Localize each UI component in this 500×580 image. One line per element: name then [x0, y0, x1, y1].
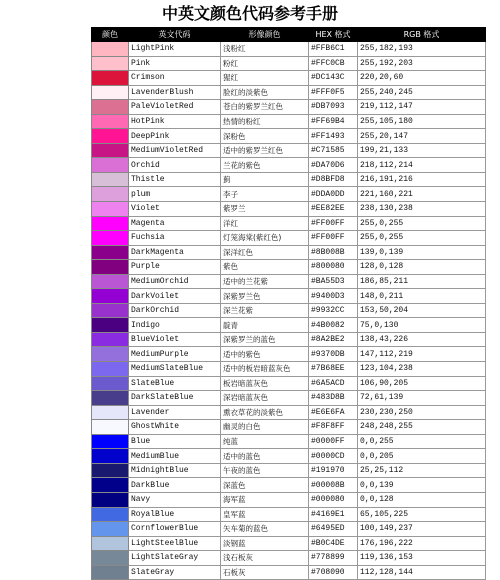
english-code-cell: Purple	[129, 260, 221, 275]
hex-cell: #9370DB	[309, 347, 358, 362]
rgb-cell: 255,0,255	[358, 231, 486, 246]
english-code-cell: MediumOrchid	[129, 274, 221, 289]
rgb-cell: 176,196,222	[358, 536, 486, 551]
table-row	[92, 391, 486, 406]
table-row	[92, 42, 486, 57]
table-row	[92, 347, 486, 362]
rgb-cell: 0,0,139	[358, 478, 486, 493]
english-code-cell: Thistle	[129, 172, 221, 187]
english-code-cell: DarkVoilet	[129, 289, 221, 304]
english-code-cell: Fuchsia	[129, 231, 221, 246]
hex-cell: #800080	[309, 260, 358, 275]
hex-cell: #BA55D3	[309, 274, 358, 289]
chinese-name-cell: 深洋红色	[221, 245, 309, 260]
english-code-cell: BlueViolet	[129, 332, 221, 347]
hex-cell: #778899	[309, 551, 358, 566]
table-row	[92, 478, 486, 493]
chinese-name-cell: 靛青	[221, 318, 309, 333]
chinese-name-cell: 皇军蓝	[221, 507, 309, 522]
hex-cell: #C71585	[309, 143, 358, 158]
color-swatch	[92, 463, 129, 478]
hex-cell: #FFC0CB	[309, 56, 358, 71]
chinese-name-cell: 蓟	[221, 172, 309, 187]
table-row	[92, 507, 486, 522]
table-row	[92, 434, 486, 449]
hex-cell: #4B0082	[309, 318, 358, 333]
color-swatch	[92, 245, 129, 260]
table-row	[92, 216, 486, 231]
chinese-name-cell: 板岩暗蓝灰色	[221, 376, 309, 391]
chinese-name-cell: 深岩暗蓝灰色	[221, 391, 309, 406]
hex-cell: #8B008B	[309, 245, 358, 260]
rgb-cell: 186,85,211	[358, 274, 486, 289]
hex-cell: #DDA0DD	[309, 187, 358, 202]
english-code-cell: HotPink	[129, 114, 221, 129]
hex-cell: #FFF0F5	[309, 85, 358, 100]
header-rgb: RGB 格式	[358, 28, 486, 42]
rgb-cell: 230,230,250	[358, 405, 486, 420]
color-swatch	[92, 420, 129, 435]
table-row	[92, 463, 486, 478]
hex-cell: #9400D3	[309, 289, 358, 304]
color-swatch	[92, 391, 129, 406]
hex-cell: #9932CC	[309, 303, 358, 318]
rgb-cell: 255,0,255	[358, 216, 486, 231]
english-code-cell: MediumPurple	[129, 347, 221, 362]
english-code-cell: DeepPink	[129, 129, 221, 144]
english-code-cell: LightSteelBlue	[129, 536, 221, 551]
english-code-cell: Navy	[129, 492, 221, 507]
english-code-cell: Pink	[129, 56, 221, 71]
english-code-cell: DarkSlateBlue	[129, 391, 221, 406]
table-row	[92, 362, 486, 377]
chinese-name-cell: 兰花的紫色	[221, 158, 309, 173]
rgb-cell: 75,0,130	[358, 318, 486, 333]
english-code-cell: DarkOrchid	[129, 303, 221, 318]
table-row	[92, 536, 486, 551]
rgb-cell: 65,105,225	[358, 507, 486, 522]
english-code-cell: RoyalBlue	[129, 507, 221, 522]
english-code-cell: Blue	[129, 434, 221, 449]
color-swatch	[92, 449, 129, 464]
table-row	[92, 551, 486, 566]
table-row	[92, 289, 486, 304]
english-code-cell: SlateGray	[129, 565, 221, 580]
color-swatch	[92, 231, 129, 246]
hex-cell: #483D8B	[309, 391, 358, 406]
rgb-cell: 100,149,237	[358, 522, 486, 537]
rgb-cell: 255,182,193	[358, 42, 486, 57]
english-code-cell: PaleVioletRed	[129, 100, 221, 115]
table-row	[92, 143, 486, 158]
hex-cell: #191970	[309, 463, 358, 478]
color-swatch	[92, 56, 129, 71]
rgb-cell: 106,90,205	[358, 376, 486, 391]
header-hex: HEX 格式	[309, 28, 358, 42]
color-swatch	[92, 536, 129, 551]
chinese-name-cell: 深紫罗兰色	[221, 289, 309, 304]
color-swatch	[92, 158, 129, 173]
table-row	[92, 56, 486, 71]
english-code-cell: LightPink	[129, 42, 221, 57]
hex-cell: #708090	[309, 565, 358, 580]
hex-cell: #FF00FF	[309, 216, 358, 231]
rgb-cell: 238,130,238	[358, 202, 486, 217]
table-row	[92, 274, 486, 289]
chinese-name-cell: 浅粉红	[221, 42, 309, 57]
table-row	[92, 245, 486, 260]
header-english-code: 英文代码	[129, 28, 221, 42]
table-header-row	[92, 28, 486, 42]
english-code-cell: plum	[129, 187, 221, 202]
rgb-cell: 112,128,144	[358, 565, 486, 580]
chinese-name-cell: 适中的兰花紫	[221, 274, 309, 289]
color-swatch	[92, 565, 129, 580]
color-swatch	[92, 332, 129, 347]
hex-cell: #0000CD	[309, 449, 358, 464]
chinese-name-cell: 深兰花紫	[221, 303, 309, 318]
chinese-name-cell: 矢车菊的蓝色	[221, 522, 309, 537]
english-code-cell: Magenta	[129, 216, 221, 231]
rgb-cell: 0,0,205	[358, 449, 486, 464]
rgb-cell: 220,20,60	[358, 71, 486, 86]
color-swatch	[92, 376, 129, 391]
english-code-cell: CornflowerBlue	[129, 522, 221, 537]
color-swatch	[92, 114, 129, 129]
chinese-name-cell: 李子	[221, 187, 309, 202]
chinese-name-cell: 浅石板灰	[221, 551, 309, 566]
chinese-name-cell: 纯蓝	[221, 434, 309, 449]
english-code-cell: MediumSlateBlue	[129, 362, 221, 377]
color-swatch	[92, 303, 129, 318]
table-row	[92, 449, 486, 464]
hex-cell: #FF1493	[309, 129, 358, 144]
table-row	[92, 172, 486, 187]
rgb-cell: 218,112,214	[358, 158, 486, 173]
table-row	[92, 376, 486, 391]
chinese-name-cell: 洋红	[221, 216, 309, 231]
color-swatch	[92, 172, 129, 187]
english-code-cell: Crimson	[129, 71, 221, 86]
header-chinese-name: 形像颜色	[221, 28, 309, 42]
hex-cell: #000080	[309, 492, 358, 507]
chinese-name-cell: 适中的紫罗兰红色	[221, 143, 309, 158]
hex-cell: #DA70D6	[309, 158, 358, 173]
color-swatch	[92, 71, 129, 86]
table-row	[92, 202, 486, 217]
hex-cell: #7B68EE	[309, 362, 358, 377]
rgb-cell: 255,240,245	[358, 85, 486, 100]
table-row	[92, 71, 486, 86]
color-swatch	[92, 507, 129, 522]
hex-cell: #DC143C	[309, 71, 358, 86]
chinese-name-cell: 深粉色	[221, 129, 309, 144]
hex-cell: #FFB6C1	[309, 42, 358, 57]
table-row	[92, 100, 486, 115]
color-swatch	[92, 289, 129, 304]
hex-cell: #FF69B4	[309, 114, 358, 129]
hex-cell: #00008B	[309, 478, 358, 493]
table-row	[92, 522, 486, 537]
hex-cell: #E6E6FA	[309, 405, 358, 420]
color-swatch	[92, 216, 129, 231]
rgb-cell: 216,191,216	[358, 172, 486, 187]
chinese-name-cell: 适中的紫色	[221, 347, 309, 362]
hex-cell: #EE82EE	[309, 202, 358, 217]
chinese-name-cell: 苍白的紫罗兰红色	[221, 100, 309, 115]
hex-cell: #6495ED	[309, 522, 358, 537]
color-swatch	[92, 551, 129, 566]
table-row	[92, 332, 486, 347]
color-swatch	[92, 187, 129, 202]
rgb-cell: 221,160,221	[358, 187, 486, 202]
rgb-cell: 153,50,204	[358, 303, 486, 318]
chinese-name-cell: 熏衣草花的淡紫色	[221, 405, 309, 420]
rgb-cell: 199,21,133	[358, 143, 486, 158]
english-code-cell: MediumVioletRed	[129, 143, 221, 158]
table-row	[92, 260, 486, 275]
chinese-name-cell: 适中的蓝色	[221, 449, 309, 464]
chinese-name-cell: 紫罗兰	[221, 202, 309, 217]
table-row	[92, 129, 486, 144]
color-swatch	[92, 100, 129, 115]
rgb-cell: 123,104,238	[358, 362, 486, 377]
rgb-cell: 128,0,128	[358, 260, 486, 275]
hex-cell: #4169E1	[309, 507, 358, 522]
hex-cell: #8A2BE2	[309, 332, 358, 347]
header-swatch: 颜色	[92, 28, 129, 42]
chinese-name-cell: 淡钢蓝	[221, 536, 309, 551]
color-swatch	[92, 318, 129, 333]
chinese-name-cell: 幽灵的白色	[221, 420, 309, 435]
table-row	[92, 85, 486, 100]
chinese-name-cell: 脸红的淡紫色	[221, 85, 309, 100]
table-row	[92, 565, 486, 580]
color-swatch	[92, 522, 129, 537]
chinese-name-cell: 灯笼海棠(紫红色)	[221, 231, 309, 246]
english-code-cell: SlateBlue	[129, 376, 221, 391]
table-row	[92, 405, 486, 420]
hex-cell: #6A5ACD	[309, 376, 358, 391]
english-code-cell: LavenderBlush	[129, 85, 221, 100]
hex-cell: #DB7093	[309, 100, 358, 115]
page-title: 中英文颜色代码参考手册	[161, 4, 338, 23]
rgb-cell: 219,112,147	[358, 100, 486, 115]
chinese-name-cell: 海军蓝	[221, 492, 309, 507]
rgb-cell: 147,112,219	[358, 347, 486, 362]
english-code-cell: Orchid	[129, 158, 221, 173]
hex-cell: #B0C4DE	[309, 536, 358, 551]
rgb-cell: 139,0,139	[358, 245, 486, 260]
rgb-cell: 0,0,255	[358, 434, 486, 449]
english-code-cell: MidnightBlue	[129, 463, 221, 478]
chinese-name-cell: 深蓝色	[221, 478, 309, 493]
english-code-cell: Violet	[129, 202, 221, 217]
rgb-cell: 119,136,153	[358, 551, 486, 566]
english-code-cell: GhostWhite	[129, 420, 221, 435]
table-row	[92, 303, 486, 318]
english-code-cell: MediumBlue	[129, 449, 221, 464]
english-code-cell: DarkMagenta	[129, 245, 221, 260]
chinese-name-cell: 粉红	[221, 56, 309, 71]
rgb-cell: 248,248,255	[358, 420, 486, 435]
color-swatch	[92, 274, 129, 289]
color-swatch	[92, 492, 129, 507]
color-swatch	[92, 478, 129, 493]
rgb-cell: 72,61,139	[358, 391, 486, 406]
color-swatch	[92, 347, 129, 362]
table-row	[92, 318, 486, 333]
color-swatch	[92, 434, 129, 449]
table-row	[92, 231, 486, 246]
color-swatch	[92, 260, 129, 275]
rgb-cell: 138,43,226	[358, 332, 486, 347]
chinese-name-cell: 石板灰	[221, 565, 309, 580]
chinese-name-cell: 紫色	[221, 260, 309, 275]
color-swatch	[92, 143, 129, 158]
color-swatch	[92, 129, 129, 144]
color-swatch	[92, 202, 129, 217]
table-row	[92, 158, 486, 173]
rgb-cell: 255,20,147	[358, 129, 486, 144]
chinese-name-cell: 适中的板岩暗蓝灰色	[221, 362, 309, 377]
chinese-name-cell: 深紫罗兰的蓝色	[221, 332, 309, 347]
color-swatch	[92, 85, 129, 100]
english-code-cell: Indigo	[129, 318, 221, 333]
table-row	[92, 187, 486, 202]
color-swatch	[92, 405, 129, 420]
hex-cell: #FF00FF	[309, 231, 358, 246]
english-code-cell: Lavender	[129, 405, 221, 420]
english-code-cell: LightSlateGray	[129, 551, 221, 566]
rgb-cell: 255,105,180	[358, 114, 486, 129]
rgb-cell: 255,192,203	[358, 56, 486, 71]
chinese-name-cell: 午夜的蓝色	[221, 463, 309, 478]
hex-cell: #F8F8FF	[309, 420, 358, 435]
table-row	[92, 492, 486, 507]
table-row	[92, 114, 486, 129]
rgb-cell: 25,25,112	[358, 463, 486, 478]
chinese-name-cell: 热情的粉红	[221, 114, 309, 129]
rgb-cell: 0,0,128	[358, 492, 486, 507]
hex-cell: #D8BFD8	[309, 172, 358, 187]
color-table	[91, 27, 486, 580]
chinese-name-cell: 猩红	[221, 71, 309, 86]
english-code-cell: DarkBlue	[129, 478, 221, 493]
rgb-cell: 148,0,211	[358, 289, 486, 304]
hex-cell: #0000FF	[309, 434, 358, 449]
color-swatch	[92, 42, 129, 57]
color-swatch	[92, 362, 129, 377]
table-row	[92, 420, 486, 435]
